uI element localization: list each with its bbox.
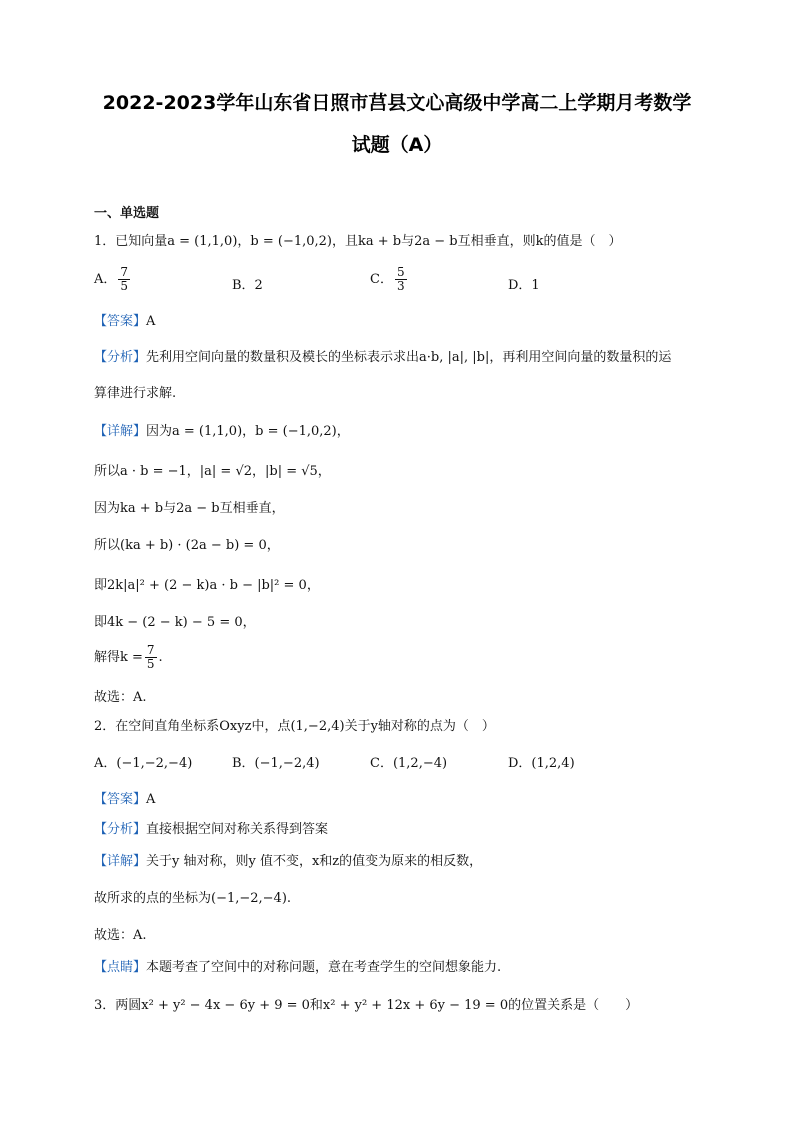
- q2-option-a: A．(−1,−2,−4): [94, 756, 193, 771]
- q1-detail-tag: 【详解】: [94, 424, 147, 439]
- q1-detail-line-6: 即4k − (2 − k) − 5 = 0，: [94, 615, 256, 630]
- q1-option-c-numerator: 5: [396, 265, 405, 279]
- q1-analysis-tag: 【分析】: [94, 350, 147, 365]
- q1-detail-text-1: 因为a = (1,1,0)，b = (−1,0,2)，: [146, 424, 350, 439]
- q2-answer: [94, 790, 155, 810]
- q2-analysis: [94, 820, 328, 840]
- q1-answer-value: A: [146, 314, 156, 329]
- q1-option-d: D．1: [508, 278, 540, 293]
- q1-option-c-fraction: [395, 266, 407, 293]
- q2-option-b: B．(−1,−2,4): [232, 756, 320, 771]
- q1-option-a: [94, 266, 132, 293]
- q1-detail-line-3: 因为ka + b与2a − b互相垂直，: [94, 501, 285, 516]
- q1-option-a-fraction: [118, 266, 130, 293]
- q1-detail-line-7: [94, 644, 163, 671]
- q2-detail-text-1: 关于y 轴对称，则y 值不变，x和z的值变为原来的相反数，: [146, 854, 483, 869]
- q2-detail-line-2: 故所求的点的坐标为(−1,−2,−4).: [94, 891, 292, 906]
- q2-comment-tag: 【点睛】: [94, 960, 147, 975]
- q2-analysis-tag: 【分析】: [94, 822, 147, 837]
- q1-analysis-line-1: [94, 348, 671, 368]
- q1-detail-7-numerator: 7: [146, 643, 155, 657]
- q1-option-c-label: C．: [370, 272, 393, 287]
- q2-option-c: C．(1,2,−4): [370, 756, 448, 771]
- q2-answer-value: A: [146, 792, 156, 807]
- q1-detail-7-fraction: [145, 644, 157, 671]
- q1-detail-7-suffix: .: [158, 650, 163, 665]
- q1-answer: [94, 312, 155, 332]
- q1-option-a-numerator: 7: [120, 265, 129, 279]
- q1-option-a-label: A．: [94, 272, 117, 287]
- q2-detail-line-1: [94, 852, 482, 872]
- q1-answer-tag: 【答案】: [94, 314, 147, 329]
- q2-comment-text: 本题考查了空间中的对称问题，意在考查学生的空间想象能力.: [146, 960, 502, 975]
- q1-detail-7-prefix: 解得k =: [94, 650, 143, 665]
- q2-analysis-text: 直接根据空间对称关系得到答案: [146, 822, 329, 837]
- q2-stem: 2．在空间直角坐标系Oxyz中，点(1,−2,4)关于y轴对称的点为（ ）: [94, 719, 495, 734]
- q1-analysis-line-2: 算律进行求解.: [94, 386, 177, 401]
- q1-option-a-denominator: 5: [120, 279, 129, 293]
- q1-detail-line-5: 即2k|a|² + (2 − k)a · b − |b|² = 0，: [94, 578, 320, 593]
- q2-answer-tag: 【答案】: [94, 792, 147, 807]
- doc-title-line-1: 2022-2023学年山东省日照市莒县文心高级中学高二上学期月考数学: [102, 92, 692, 114]
- q1-detail-7-denominator: 5: [146, 657, 155, 671]
- q1-option-c-denominator: 3: [396, 279, 405, 293]
- q3-stem: 3．两圆x² + y² − 4x − 6y + 9 = 0和x² + y² + 12x + 6y − 19 = 0的位置关系是（ ）: [94, 998, 639, 1013]
- q2-option-d: D．(1,2,4): [508, 756, 575, 771]
- q1-option-c: [370, 266, 409, 293]
- q1-detail-line-4: 所以(ka + b) · (2a − b) = 0，: [94, 538, 280, 553]
- q1-stem: 1．已知向量a = (1,1,0)，b = (−1,0,2)，且ka + b与2a − b互相垂直，则k的值是（ ）: [94, 234, 622, 249]
- doc-title-line-2: 试题（A）: [351, 134, 443, 156]
- q2-comment: [94, 958, 501, 978]
- q2-detail-tag: 【详解】: [94, 854, 147, 869]
- section-heading: 一、单选题: [94, 206, 160, 221]
- q1-detail-line-2: 所以a · b = −1，|a| = √2，|b| = √5，: [94, 464, 331, 479]
- q1-analysis-text-1: 先利用空间向量的数量积及模长的坐标表示求出a·b, |a|, |b|，再利用空间向量的数量积的运: [146, 350, 672, 365]
- q1-option-b: B．2: [232, 278, 263, 293]
- q1-choose: 故选：A.: [94, 690, 147, 705]
- q2-choose: 故选：A.: [94, 928, 147, 943]
- q1-detail-line-1: [94, 422, 350, 442]
